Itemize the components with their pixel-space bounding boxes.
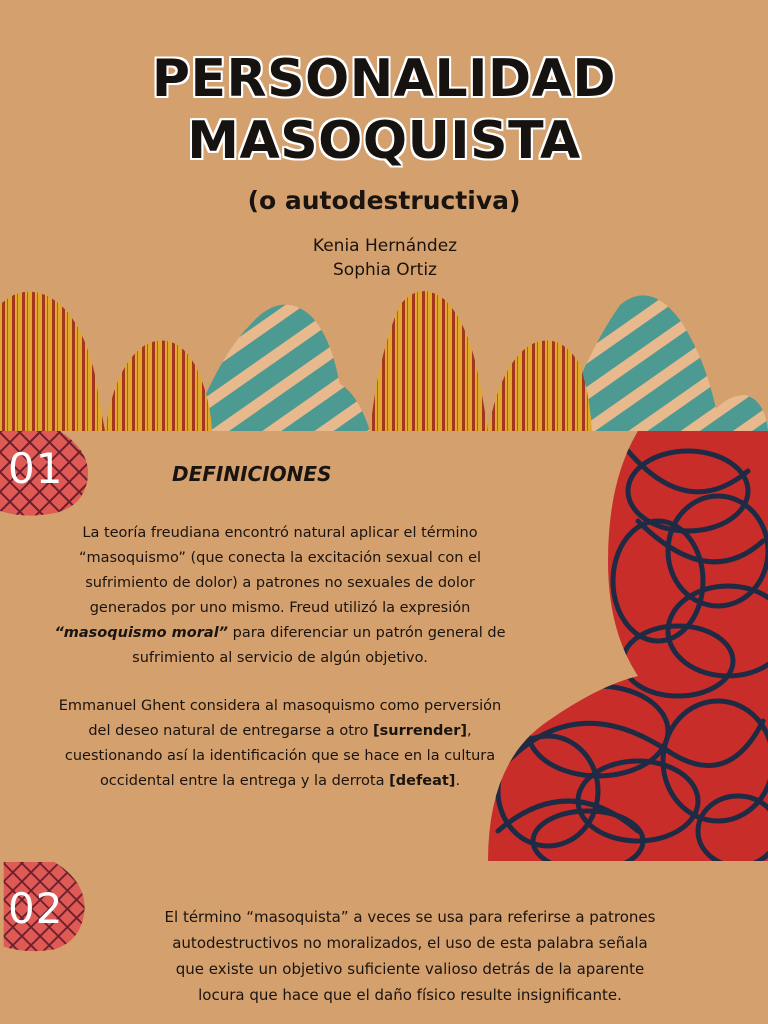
p1-line-3: sufrimiento de dolor) a patrones no sexuales de dolor xyxy=(85,575,475,591)
decorative-red-blob xyxy=(488,431,768,861)
p2-line-2-post: , xyxy=(467,723,472,739)
paragraph-masoquista xyxy=(140,904,680,1008)
title-line-1: PERSONALIDAD xyxy=(151,49,617,109)
p3-line-3: que existe un objetivo suficiente valioso detrás de la aparente xyxy=(175,960,645,978)
term-surrender: [surrender] xyxy=(373,723,468,739)
p2-line-2-pre: del deseo natural de entregarse a otro xyxy=(88,723,374,739)
paragraph-freud xyxy=(30,521,530,671)
subtitle: (o autodestructiva) xyxy=(247,186,521,215)
p2-line-4-pre: occidental entre la entrega y la derrota xyxy=(99,773,390,789)
p2-line-3: cuestionando así la identificación que se hace en la cultura xyxy=(64,748,496,764)
title-line-2: MASOQUISTA xyxy=(187,111,581,171)
section-number-01: 01 xyxy=(8,444,64,493)
decorative-wave-band xyxy=(0,285,768,431)
author-1: Kenia Hernández xyxy=(312,236,458,256)
p2-line-4 xyxy=(30,769,530,794)
section-number-02: 02 xyxy=(8,884,64,933)
p1-line-4: generados por uno mismo. Freud utilizó la expresión xyxy=(89,600,471,616)
authors xyxy=(300,234,470,282)
section-heading-definiciones: DEFINICIONES xyxy=(172,462,332,486)
p2-line-4-post: . xyxy=(455,773,461,789)
p1-line-2: “masoquismo” (que conecta la excitación sexual con el xyxy=(78,550,482,566)
p2-line-2 xyxy=(30,719,530,744)
p3-line-2: autodestructivos no moralizados, el uso de esta palabra señala xyxy=(172,934,648,952)
p1-line-5-rest: para diferenciar un patrón general de xyxy=(228,625,506,641)
p2-line-1: Emmanuel Ghent considera al masoquismo como perversión xyxy=(58,698,502,714)
page-title xyxy=(0,48,768,172)
term-defeat: [defeat] xyxy=(389,773,456,789)
p3-line-4: locura que hace que el daño físico resulte insignificante. xyxy=(198,986,622,1004)
paragraph-ghent xyxy=(30,694,530,794)
author-2: Sophia Ortiz xyxy=(333,260,437,280)
p1-line-6: sufrimiento al servicio de algún objetivo. xyxy=(132,650,428,666)
p1-line-1: La teoría freudiana encontró natural aplicar el término xyxy=(82,525,478,541)
term-masoquismo-moral: “masoquismo moral” xyxy=(54,625,228,641)
p1-line-5 xyxy=(30,621,530,646)
p3-line-1: El término “masoquista” a veces se usa para referirse a patrones xyxy=(164,908,656,926)
